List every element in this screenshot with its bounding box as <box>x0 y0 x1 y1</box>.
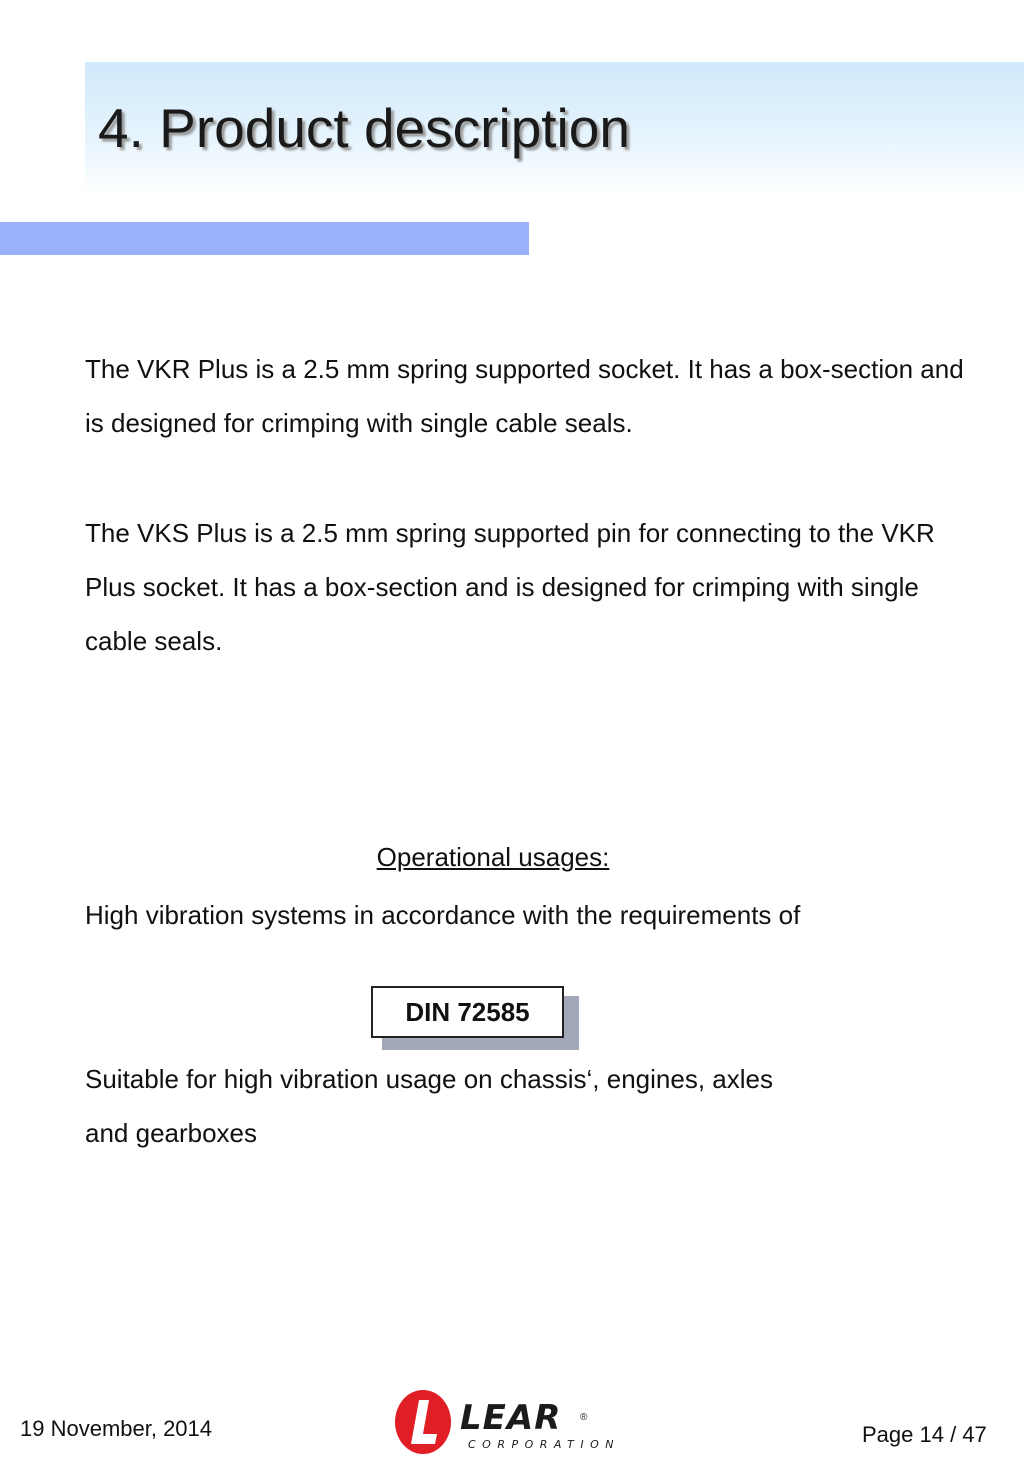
footer-date: 19 November, 2014 <box>20 1416 213 1441</box>
suitability-line-2: and gearboxes <box>85 1118 258 1148</box>
lear-logo-subtitle: CORPORATION <box>468 1438 620 1451</box>
din-standard-label: DIN 72585 <box>405 996 530 1027</box>
lear-logo-wordmark: LEAR <box>460 1398 562 1438</box>
lear-logo-registered: ® <box>580 1412 588 1423</box>
footer-page-number: Page 14 / 47 <box>862 1422 987 1447</box>
paragraph-vks: The VKS Plus is a 2.5 mm spring supported pin for connecting to the VKR Plus socket. It has a box-section and is designed for crimping with single cable seals. <box>85 518 935 656</box>
page-title: 4. Product description <box>98 97 630 159</box>
accent-bar <box>0 222 529 255</box>
din-standard-badge <box>371 986 564 1038</box>
lear-logo <box>392 1388 624 1456</box>
suitability-text <box>85 1052 945 1160</box>
paragraph-vkr: The VKR Plus is a 2.5 mm spring supported socket. It has a box-section and is designed for crimping with single cable seals. <box>85 354 964 438</box>
operational-usages-text: High vibration systems in accordance with the requirements of <box>85 900 801 930</box>
operational-usages-heading: Operational usages: <box>376 842 610 872</box>
suitability-line-1: Suitable for high vibration usage on chassis‘, engines, axles <box>85 1064 773 1094</box>
lear-l-mark-icon <box>392 1388 454 1456</box>
